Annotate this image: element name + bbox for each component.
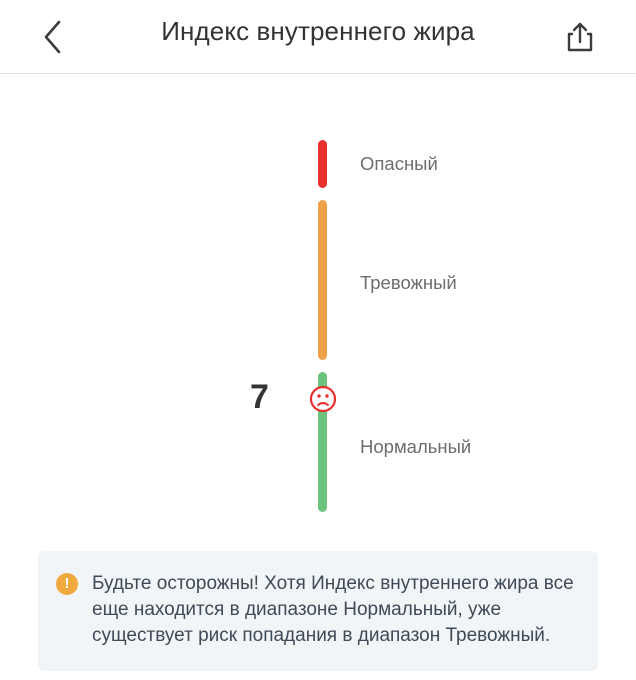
gauge-segment-danger [318, 140, 327, 188]
warning-notice-text: Будьте осторожны! Хотя Индекс внутреннего жира все еще находится в диапазоне Нормальный, уже существует риск попадания в диапазон Тревожный. [92, 573, 574, 646]
face-worried-icon [308, 384, 338, 414]
gauge-label-normal: Нормальный [360, 436, 472, 457]
gauge-marker [308, 384, 338, 414]
exclamation-circle-icon: ! [56, 573, 78, 595]
share-icon [565, 21, 595, 53]
warning-notice [38, 551, 598, 671]
gauge-segment-warning [318, 200, 327, 360]
share-button[interactable] [558, 14, 602, 60]
page-title: Индекс внутреннего жира [161, 16, 475, 46]
app-header [0, 0, 636, 74]
gauge-label-danger: Опасный [360, 153, 438, 174]
visceral-fat-gauge [0, 74, 636, 514]
gauge-value: 7 [250, 378, 269, 416]
gauge-label-warning: Тревожный [360, 272, 457, 293]
